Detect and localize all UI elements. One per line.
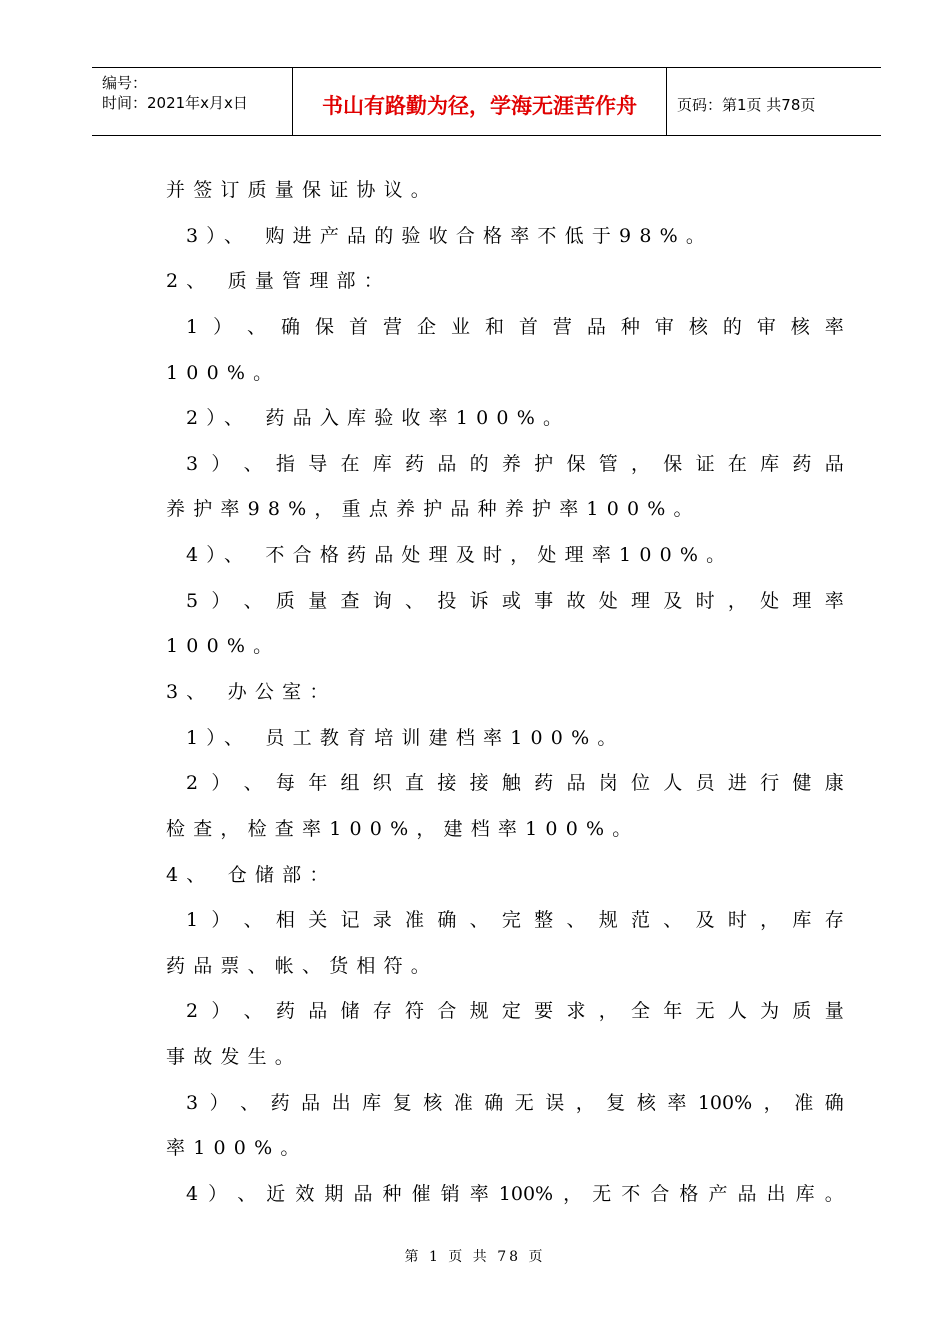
body-line: 1）、 员工教育培训建档率100%。: [186, 727, 625, 749]
body-line: 2）、 药品入库验收率100%。: [186, 407, 571, 429]
body-line: 事故发生。: [166, 1046, 303, 1068]
body-line: 1 ） 、 相 关 记 录 准 确 、 完 整 、 规 范 、 及 时 ， 库 存: [186, 909, 844, 931]
document-number-label: 编号：: [102, 74, 148, 92]
body-line: 5 ） 、 质 量 查 询 、 投 诉 或 事 故 处 理 及 时 ， 处 理 率: [186, 590, 844, 612]
page-header: [92, 67, 881, 136]
header-motto: 书山有路勤为径，学海无涯苦作舟: [322, 94, 637, 118]
section-heading: 2、 质量管理部：: [166, 270, 391, 292]
document-time-label: 时间：2021年x月x日: [102, 94, 248, 112]
body-line: 检查，检查率100%，建档率100%。: [166, 818, 640, 840]
section-heading: 3、 办公室：: [166, 681, 337, 703]
body-line: 养护率98%，重点养护品种养护率100%。: [166, 498, 701, 520]
header-page-number: 页码：第1页 共78页: [677, 96, 816, 114]
body-line: 率100%。: [166, 1137, 308, 1159]
body-line: 2 ） 、 每 年 组 织 直 接 接 触 药 品 岗 位 人 员 进 行 健 康: [186, 772, 844, 794]
header-motto-cell: [293, 68, 667, 135]
body-line: 3 ） 、 指 导 在 库 药 品 的 养 护 保 管 ， 保 证 在 库 药 品: [186, 453, 844, 475]
body-line: 2 ） 、 药 品 储 存 符 合 规 定 要 求 ， 全 年 无 人 为 质 量: [186, 1000, 844, 1022]
body-line: 100%。: [166, 635, 281, 657]
body-line: 4）、 不合格药品处理及时，处理率100%。: [186, 544, 734, 566]
body-line: 3 ） 、 药 品 出 库 复 核 准 确 无 误 ， 复 核 率 100% ， 准 确: [186, 1092, 844, 1114]
section-heading: 4、 仓储部：: [166, 864, 337, 886]
body-line: 药品票、帐、货相符。: [166, 955, 439, 977]
header-page-cell: [667, 68, 881, 135]
page-footer: 第 1 页 共 78 页: [404, 1249, 546, 1265]
body-line: 3）、 购进产品的验收合格率不低于98%。: [186, 225, 714, 247]
header-meta: [92, 68, 293, 135]
body-line: 4 ） 、 近 效 期 品 种 催 销 率 100% ， 无 不 合 格 产 品 出 库 。: [186, 1183, 844, 1205]
body-line: 并签订质量保证协议。: [166, 179, 439, 201]
body-line: 1 ） 、 确 保 首 营 企 业 和 首 营 品 种 审 核 的 审 核 率: [186, 316, 844, 338]
body-line: 100%。: [166, 362, 281, 384]
